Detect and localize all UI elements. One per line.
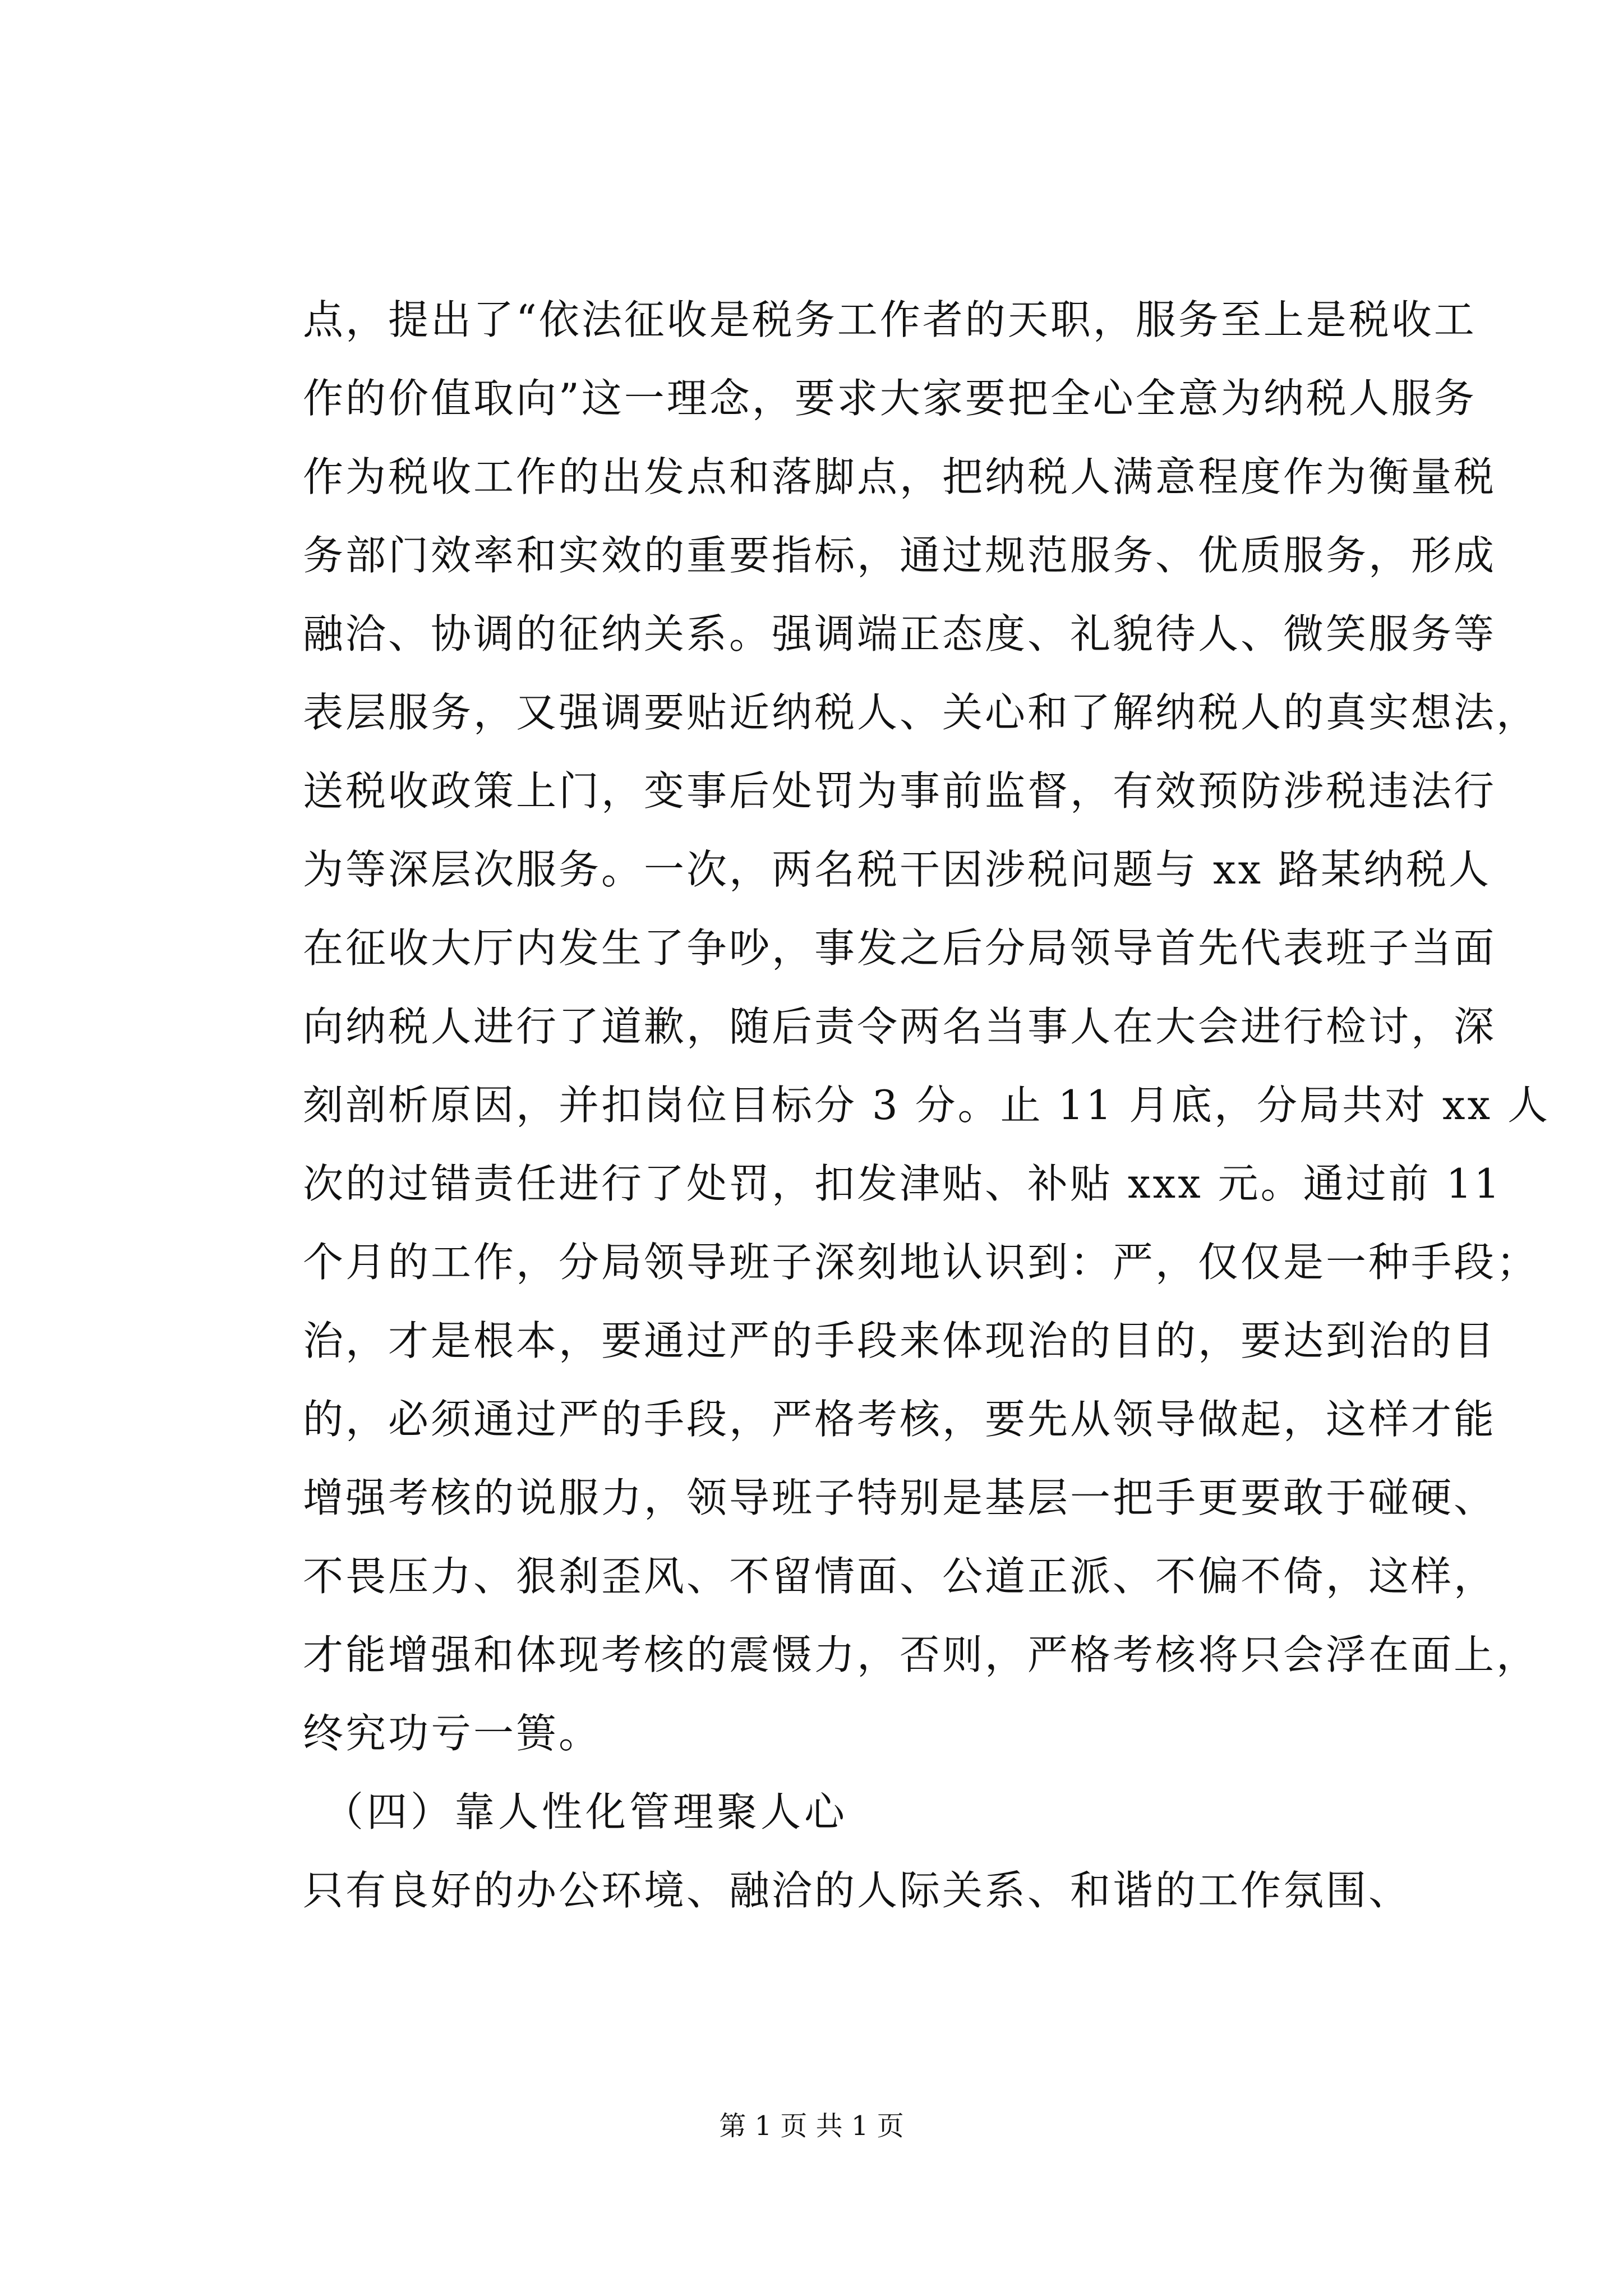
text-line: 为等深层次服务。一次，两名税干因涉税问题与 xx 路某纳税人	[303, 846, 1491, 893]
page-footer	[0, 2109, 1623, 2143]
section-heading: （四）靠人性化管理聚人心	[323, 1788, 849, 1835]
text-line: 增强考核的说服力，领导班子特别是基层一把手更要敢于碰硬、	[303, 1474, 1497, 1521]
text-line: 不畏压力、狠刹歪风、不留情面、公道正派、不偏不倚，这样，	[303, 1553, 1497, 1600]
paragraph-start-line: 只有良好的办公环境、融洽的人际关系、和谐的工作氛围、	[303, 1867, 1412, 1914]
text-line: 才能增强和体现考核的震慑力，否则，严格考核将只会浮在面上，	[303, 1631, 1539, 1678]
body-text	[303, 280, 1550, 1930]
text-line: 在征收大厅内发生了争吵，事发之后分局领导首先代表班子当面	[303, 924, 1497, 972]
text-line: 作为税收工作的出发点和落脚点，把纳税人满意程度作为衡量税	[303, 453, 1497, 500]
text-line: 点，提出了“依法征收是税务工作者的天职，服务至上是税收工	[303, 296, 1477, 343]
text-line: 务部门效率和实效的重要指标，通过规范服务、优质服务，形成	[303, 532, 1497, 579]
text-line: 送税收政策上门，变事后处罚为事前监督，有效预防涉税违法行	[303, 767, 1497, 815]
text-line: 终究功亏一篑。	[303, 1710, 602, 1757]
text-line: 的，必须通过严的手段，严格考核，要先从领导做起，这样才能	[303, 1396, 1497, 1443]
text-line: 刻剖析原因，并扣岗位目标分 3 分。止 11 月底，分局共对 xx 人	[303, 1082, 1550, 1129]
text-line: 向纳税人进行了道歉，随后责令两名当事人在大会进行检讨，深	[303, 1003, 1497, 1050]
text-line: 表层服务，又强调要贴近纳税人、关心和了解纳税人的真实想法，	[303, 689, 1539, 736]
text-line: 次的过错责任进行了处罚，扣发津贴、补贴 xxx 元。通过前 11	[303, 1160, 1502, 1207]
page-number: 第 1 页 共 1 页	[719, 2110, 904, 2142]
text-line: 治，才是根本，要通过严的手段来体现治的目的，要达到治的目	[303, 1317, 1497, 1364]
text-line: 融洽、协调的征纳关系。强调端正态度、礼貌待人、微笑服务等	[303, 610, 1497, 657]
text-line: 个月的工作，分局领导班子深刻地认识到：严，仅仅是一种手段；	[303, 1239, 1539, 1286]
text-line: 作的价值取向”这一理念，要求大家要把全心全意为纳税人服务	[303, 375, 1477, 422]
